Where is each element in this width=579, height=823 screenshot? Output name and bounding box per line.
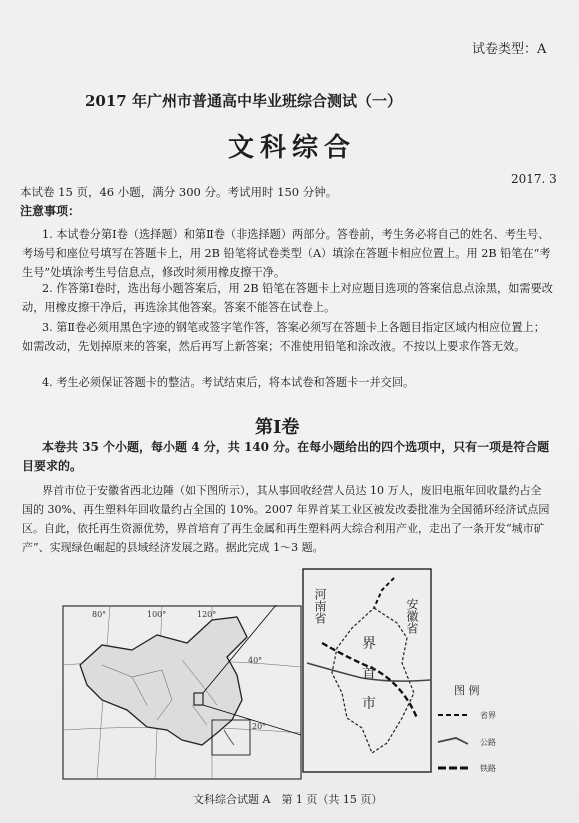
notes-heading: 注意事项： — [20, 204, 81, 218]
province-label-henan: 河南省 — [313, 588, 327, 624]
city-label: 界 — [362, 636, 376, 652]
legend-label: 铁路 — [480, 764, 496, 773]
note-item: 1. 本试卷分第Ⅰ卷（选择题）和第Ⅱ卷（非选择题）两部分。答卷前，考生务必将自己的姓名、考生号、考场号和座位号填写在答题卡上，用 2B 铅笔将试卷类型（A）填涂在答题卡相应位置上。用 2B 铅笔在“考生号”处填涂考生号信息点，修改时须用橡皮擦干净。 — [22, 228, 551, 279]
exam-date: 2017. 3 — [511, 172, 557, 186]
exam-info: 本试卷 15 页，46 小题，满分 300 分。考试用时 150 分钟。 — [20, 185, 338, 199]
lat-label: 20° — [252, 722, 267, 731]
page-footer: 文科综合试题 A 第 1 页（共 15 页） — [193, 793, 383, 806]
note-item: 3. 第Ⅱ卷必须用黑色字迹的钢笔或签字笔作答，答案必须写在答题卡上各题目指定区域内相应位置上；如需改动，先划掉原来的答案，然后再写上新答案；不准使用铅笔和涂改液。不按以上要求作答无效。 — [22, 321, 545, 353]
question-passage: 界首市位于安徽省西北边陲（如下图所示），其从事回收经营人员达 10 万人，废旧电瓶年回收量约占全国的 30%、再生塑料年回收量约占全国的 10%。2007 年界首某工业区被发改委批准为全国循环经济试点园区。自此，依托再生资源优势，界首培育了再生金属和再生塑料两大综合利用产业，走出了一条开发“城市矿产”、实现绿色崛起的县域经济发展之路。据此完成 1～3 题。 — [22, 484, 550, 554]
city-label: 首 — [362, 666, 376, 682]
legend-road-symbol — [438, 738, 468, 744]
china-map — [62, 605, 302, 780]
province-label-anhui: 安徽省 — [405, 598, 419, 634]
jieshou-detail-map — [302, 568, 432, 773]
lon-label: 120° — [197, 610, 217, 619]
section-title: 第Ⅰ卷 — [255, 417, 300, 438]
city-label: 市 — [362, 696, 376, 712]
note-item: 2. 作答第Ⅰ卷时，选出每小题答案后，用 2B 铅笔在答题卡上对应题目选项的答案信息点涂黑，如需要改动，用橡皮擦干净后，再选涂其他答案。答案不能答在试卷上。 — [22, 282, 553, 314]
legend-label: 省界 — [480, 711, 496, 720]
legend-title: 图 例 — [454, 684, 480, 697]
legend-label: 公路 — [480, 738, 496, 747]
paper-type-label: 试卷类型：A — [472, 42, 547, 57]
note-item: 4. 考生必须保证答题卡的整洁。考试结束后，将本试卷和答题卡一并交回。 — [42, 376, 415, 389]
exam-name: 2017 年广州市普通高中毕业班综合测试（一） — [85, 92, 402, 110]
lat-label: 40° — [248, 656, 263, 665]
section-intro: 本卷共 35 个小题，每小题 4 分，共 140 分。在每小题给出的四个选项中，只有一项是符合题目要求的。 — [22, 440, 550, 473]
lon-label: 100° — [147, 610, 167, 619]
map-legend — [432, 682, 552, 792]
lon-label: 80° — [92, 610, 107, 619]
page-title: 文科综合 — [228, 133, 357, 163]
